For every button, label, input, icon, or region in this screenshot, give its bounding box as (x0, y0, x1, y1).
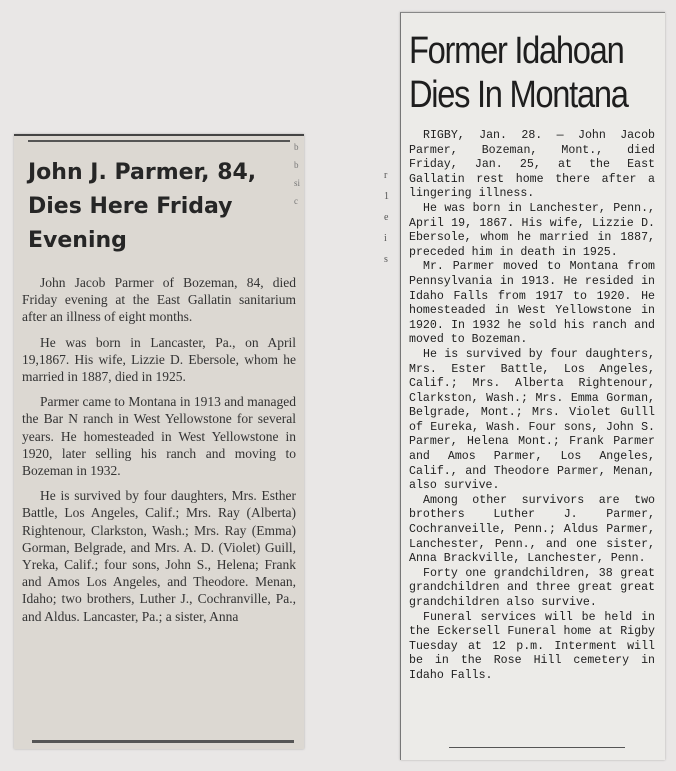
right-paragraph-1: RIGBY, Jan. 28. — John Jacob Parmer, Bozeman, Mont., died Friday, Jan. 25, at the East Gallatin rest home there after a lingering illness. (409, 129, 655, 201)
strip-mark: c (294, 196, 298, 206)
left-headline: John J. Parmer, 84, Dies Here Friday Evening (28, 160, 257, 253)
right-paragraph-5: Among other survivors are two brothers Luther J. Parmer, Cochranveille, Penn.; Aldus Parmer, Lanchester, Penn., and one sister, Anna Brackville, Lanchester, Penn. (409, 493, 655, 566)
bottom-rule (449, 747, 625, 748)
margin-mark: 1 (384, 191, 389, 202)
right-margin-marks (384, 170, 398, 275)
margin-mark: i (384, 233, 387, 244)
left-obituary-clipping (14, 134, 304, 749)
right-paragraph-4: He is survived by four daughters, Mrs. Ester Battle, Los Angeles, Calif.; Mrs. Alberta Rightenour, Clarkston, Wash.; Mrs. Emma Gorman, Belgrade, Mont.; Mrs. Violet Gulll of Eureka, Wash. Four sons, John S. Parmer, Helena Mont.; Frank Parmer and Amos Parmer, Los Angeles, Calif., and Theodore Parmer, Menan, also survive. (409, 347, 655, 493)
margin-mark: r (384, 170, 388, 181)
margin-mark: e (384, 212, 389, 223)
top-rule (28, 140, 290, 142)
bottom-rule (32, 740, 294, 743)
strip-mark: b (294, 142, 299, 152)
left-paragraph-2: He was born in Lancaster, Pa., on April 19,1867. His wife, Lizzie D. Ebersole, whom he married in 1887, died in 1925. (22, 334, 296, 385)
left-paragraph-1: John Jacob Parmer of Bozeman, 84, died Friday evening at the East Gallatin sanitarium after an illness of eight months. (22, 275, 296, 325)
margin-mark: s (384, 254, 388, 265)
right-headline: Former Idahoan Dies In Montana (409, 30, 628, 116)
strip-mark: b (294, 160, 299, 170)
right-paragraph-2: He was born in Lanchester, Penn., April 19, 1867. His wife, Lizzie D. Ebersole, whom he married in 1887, preceded him in death in 1925. (409, 201, 655, 259)
strip-mark: si (294, 178, 301, 188)
left-paragraph-3: Parmer came to Montana in 1913 and managed the Bar N ranch in West Yellowstone for several years. He homesteaded in West Yellowstone in 1920, later selling his ranch and moving to Bozeman in 1932. (22, 394, 296, 479)
left-paragraph-4: He is survived by four daughters, Mrs. Esther Battle, Los Angeles, Calif.; Mrs. Ray (Alberta) Rightenour, Clarkston, Wash.; Mrs. Ray (Emma) Gorman, Belgrade, and Mrs. A. D. (Violet) Guill, Yreka, Calif.; four sons, John S., Helena; Frank and Amos Los Angeles, and Theodore. Menan, Idaho; two brothers, Luther J., Cochranville, Pa., and Aldus. Lancaster, Pa.; a sister, Anna (22, 488, 296, 624)
right-paragraph-7: Funeral services will be held in the Eckersell Funeral home at Rigby Tuesday at 12 p.m. Interment will be in the Rose Hill cemetery in Idaho Falls. (409, 610, 655, 682)
right-paragraph-3: Mr. Parmer moved to Montana from Pennsylvania in 1913. He resided in Idaho Falls from 1917 to 1920. He homesteaded in West Yellowstone in 1920. In 1932 he sold his ranch and moved to Bozeman. (409, 260, 655, 347)
adjacent-column-strip (292, 134, 310, 254)
right-obituary-clipping (400, 12, 665, 760)
right-paragraph-6: Forty one grandchildren, 38 great grandchildren and three great great grandchildren also survive. (409, 566, 655, 609)
